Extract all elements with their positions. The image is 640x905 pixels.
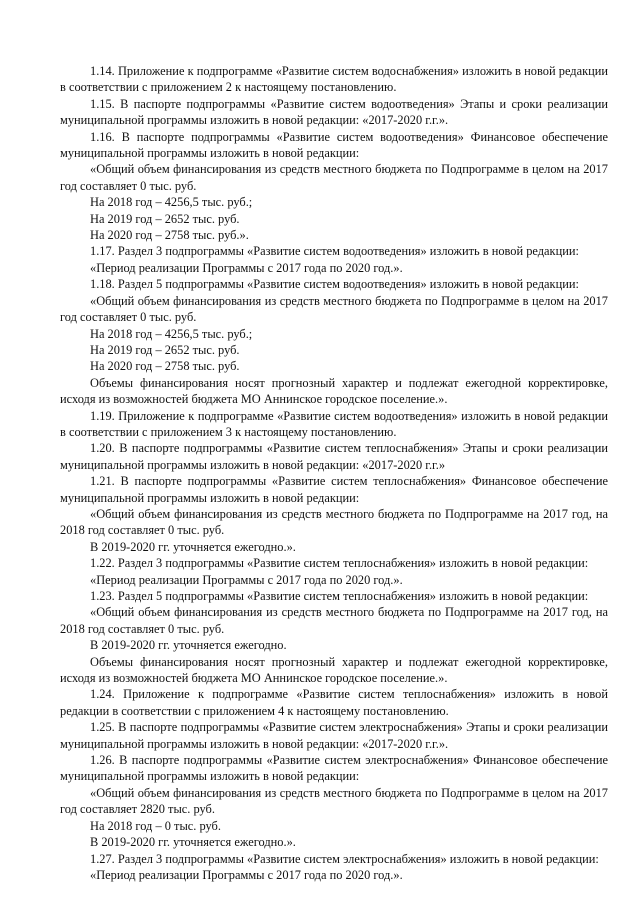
financing-note: Объемы финансирования носят прогнозный характер и подлежат ежегодной корректировке, исходя из возможностей бюджета МО Аннинское городское поселение.». <box>60 654 608 686</box>
line-2019-2020: В 2019-2020 гг. уточняется ежегодно.». <box>90 539 296 554</box>
quote-financing-total: «Общий объем финансирования из средств местного бюджета по Подпрограмме в целом на 2017 год составляет 2820 тыс. руб. <box>60 785 608 817</box>
line-2018: На 2018 год – 4256,5 тыс. руб.; <box>90 195 253 210</box>
paragraph-1-18: 1.18. Раздел 5 подпрограммы «Развитие систем водоотведения» изложить в новой редакции: <box>90 277 579 292</box>
line-2019: На 2019 год – 2652 тыс. руб. <box>90 342 240 357</box>
paragraph-1-15: 1.15. В паспорте подпрограммы «Развитие систем водоотведения» Этапы и сроки реализации муниципальной программы изложить в новой редакции: «2017-2020 г.г.». <box>60 96 608 128</box>
line-2019-2020: В 2019-2020 гг. уточняется ежегодно. <box>90 638 287 653</box>
quote-period: «Период реализации Программы с 2017 года по 2020 год.». <box>90 572 403 587</box>
paragraph-1-16: 1.16. В паспорте подпрограммы «Развитие систем водоотведения» Финансовое обеспечение муниципальной программы изложить в новой редакции: <box>60 129 608 161</box>
paragraph-1-14: 1.14. Приложение к подпрограмме «Развитие систем водоснабжения» изложить в новой редакции в соответствии с приложением 2 к настоящему постановлению. <box>60 64 608 95</box>
paragraph-1-20: 1.20. В паспорте подпрограммы «Развитие систем теплоснабжения» Этапы и сроки реализации муниципальной программы изложить в новой редакции: «2017-2020 г.г.» <box>60 441 608 472</box>
quote-financing-total: «Общий объем финансирования из средств местного бюджета по Подпрограмме в целом на 2017 год составляет 0 тыс. руб. <box>60 293 608 325</box>
paragraph-1-17: 1.17. Раздел 3 подпрограммы «Развитие систем водоотведения» изложить в новой редакции: <box>90 244 579 259</box>
paragraph-1-26: 1.26. В паспорте подпрограммы «Развитие систем электроснабжения» Финансовое обеспечение муниципальной программы изложить в новой редакции: <box>60 753 608 784</box>
line-2019: На 2019 год – 2652 тыс. руб. <box>90 211 240 226</box>
quote-period: «Период реализации Программы с 2017 года по 2020 год.». <box>90 260 403 275</box>
quote-period: «Период реализации Программы с 2017 года по 2020 год.». <box>90 867 403 882</box>
line-2018: На 2018 год – 0 тыс. руб. <box>90 818 221 833</box>
paragraph-1-27: 1.27. Раздел 3 подпрограммы «Развитие систем электроснабжения» изложить в новой редакции: <box>90 851 599 866</box>
line-2018: На 2018 год – 4256,5 тыс. руб.; <box>90 326 253 341</box>
paragraph-1-23: 1.23. Раздел 5 подпрограммы «Развитие систем теплоснабжения» изложить в новой редакции: <box>90 589 589 603</box>
document-body <box>60 63 608 883</box>
line-2020: На 2020 год – 2758 тыс. руб.». <box>90 228 249 243</box>
paragraph-1-25: 1.25. В паспорте подпрограммы «Развитие систем электроснабжения» Этапы и сроки реализации муниципальной программы изложить в новой редакции: «2017-2020 г.г.». <box>60 720 608 751</box>
paragraph-1-22: 1.22. Раздел 3 подпрограммы «Развитие систем теплоснабжения» изложить в новой редакции: <box>90 556 589 571</box>
financing-note: Объемы финансирования носят прогнозный характер и подлежат ежегодной корректировке, исходя из возможностей бюджета МО Аннинское городское поселение.». <box>60 375 608 407</box>
paragraph-1-21: 1.21. В паспорте подпрограммы «Развитие систем теплоснабжения» Финансовое обеспечение муниципальной программы изложить в новой редакции: <box>60 474 608 505</box>
paragraph-1-24: 1.24. Приложение к подпрограмме «Развитие систем теплоснабжения» изложить в новой редакции в соответствии с приложением 4 к настоящему постановлению. <box>60 687 608 718</box>
paragraph-1-19: 1.19. Приложение к подпрограмме «Развитие систем водоотведения» изложить в новой редакции в соответствии с приложением 3 к настоящему постановлению. <box>60 408 608 439</box>
line-2019-2020: В 2019-2020 гг. уточняется ежегодно.». <box>90 835 296 850</box>
quote-financing-total: «Общий объем финансирования из средств местного бюджета по Подпрограмме на 2017 год, на 2018 год составляет 0 тыс. руб. <box>60 605 608 636</box>
quote-financing-total: «Общий объем финансирования из средств местного бюджета по Подпрограмме в целом на 2017 год составляет 0 тыс. руб. <box>60 162 608 193</box>
line-2020: На 2020 год – 2758 тыс. руб. <box>90 359 240 374</box>
quote-financing-total: «Общий объем финансирования из средств местного бюджета по Подпрограмме на 2017 год, на 2018 год составляет 0 тыс. руб. <box>60 506 608 538</box>
